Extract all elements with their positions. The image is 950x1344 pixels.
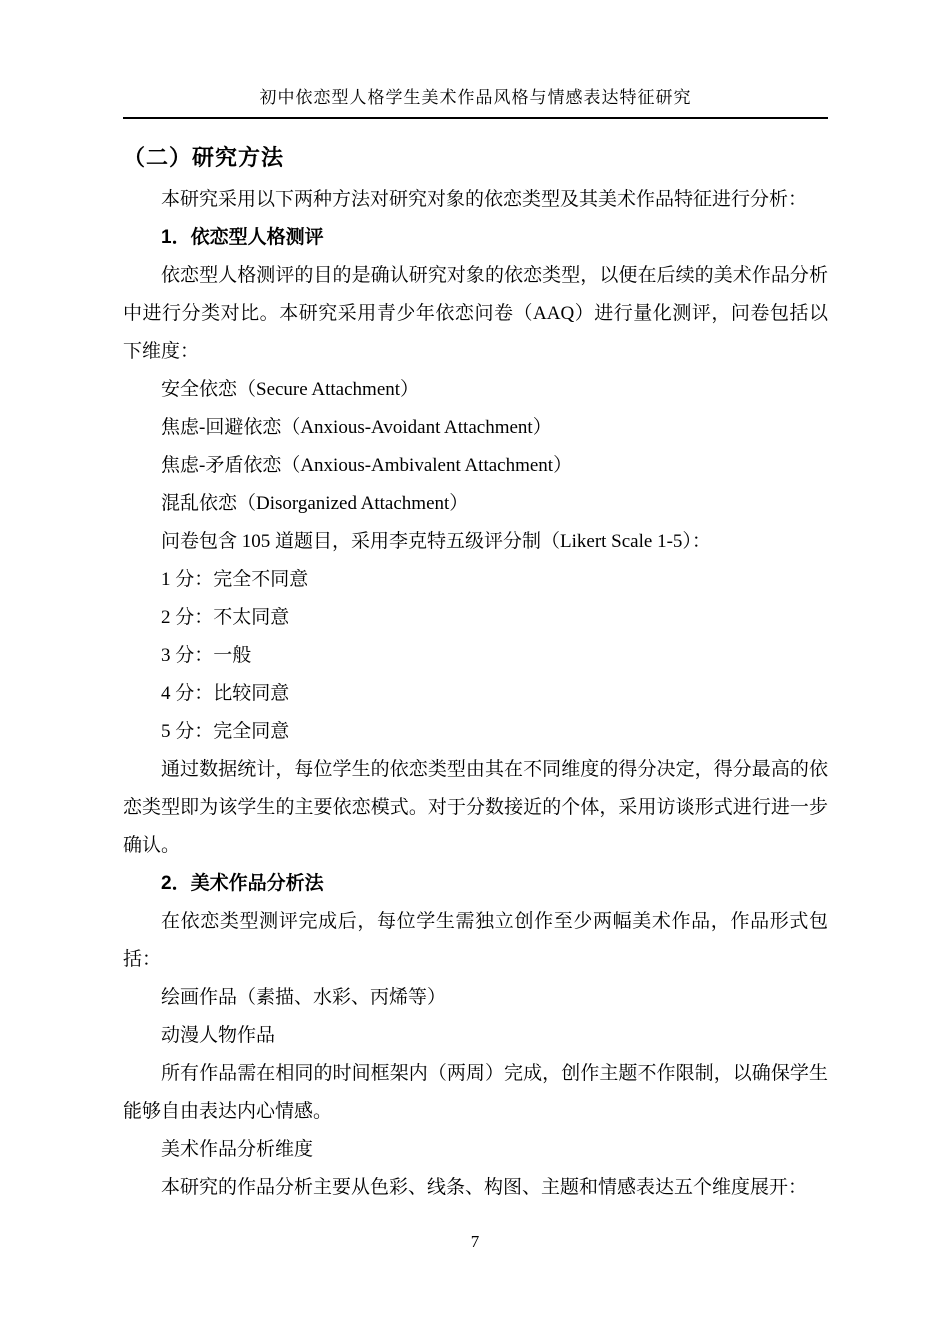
scale-line-1: 1 分：完全不同意	[161, 569, 309, 590]
paragraph-artwork-creation: 在依恋类型测评完成后，每位学生需独立创作至少两幅美术作品，作品形式包括：	[123, 911, 828, 970]
paragraph-scoring-method: 通过数据统计，每位学生的依恋类型由其在不同维度的得分决定，得分最高的依恋类型即为该学生的主要依恋模式。对于分数接近的个体，采用访谈形式进行进一步确认。	[123, 759, 828, 856]
paragraph-questionnaire-items: 问卷包含 105 道题目，采用李克特五级评分制（Likert Scale 1-5）：	[161, 531, 711, 552]
scale-line-3: 3 分：一般	[161, 645, 252, 666]
document-body	[123, 135, 828, 1207]
page-header	[123, 86, 828, 119]
paragraph-methods-intro: 本研究采用以下两种方法对研究对象的依恋类型及其美术作品特征进行分析：	[161, 189, 808, 210]
list-line-anxious-avoidant: 焦虑-回避依恋（Anxious-Avoidant Attachment）	[161, 417, 552, 438]
paragraph-assessment-purpose: 依恋型人格测评的目的是确认研究对象的依恋类型，以便在后续的美术作品分析中进行分类对比。本研究采用青少年依恋问卷（AAQ）进行量化测评，问卷包括以下维度：	[123, 265, 828, 362]
subheading-artwork-analysis: 2．美术作品分析法	[161, 873, 324, 894]
subheading-attachment-assessment: 1．依恋型人格测评	[161, 227, 324, 248]
section-heading: （二）研究方法	[123, 145, 285, 170]
list-line-anime-works: 动漫人物作品	[161, 1025, 276, 1046]
line-analysis-dimensions-title: 美术作品分析维度	[161, 1139, 314, 1160]
list-line-disorganized: 混乱依恋（Disorganized Attachment）	[161, 493, 469, 514]
list-line-secure-attachment: 安全依恋（Secure Attachment）	[161, 379, 420, 400]
list-line-anxious-ambivalent: 焦虑-矛盾依恋（Anxious-Ambivalent Attachment）	[161, 455, 573, 476]
page-footer	[0, 1232, 950, 1252]
scale-line-4: 4 分：比较同意	[161, 683, 290, 704]
paragraph-timeframe: 所有作品需在相同的时间框架内（两周）完成，创作主题不作限制，以确保学生能够自由表达内心情感。	[123, 1063, 828, 1122]
paragraph-analysis-dimensions: 本研究的作品分析主要从色彩、线条、构图、主题和情感表达五个维度展开：	[161, 1177, 808, 1198]
scale-line-5: 5 分：完全同意	[161, 721, 290, 742]
list-line-painting-works: 绘画作品（素描、水彩、丙烯等）	[161, 987, 447, 1008]
header-title: 初中依恋型人格学生美术作品风格与情感表达特征研究	[259, 88, 692, 107]
page-number: 7	[470, 1232, 480, 1251]
scale-line-2: 2 分：不太同意	[161, 607, 290, 628]
